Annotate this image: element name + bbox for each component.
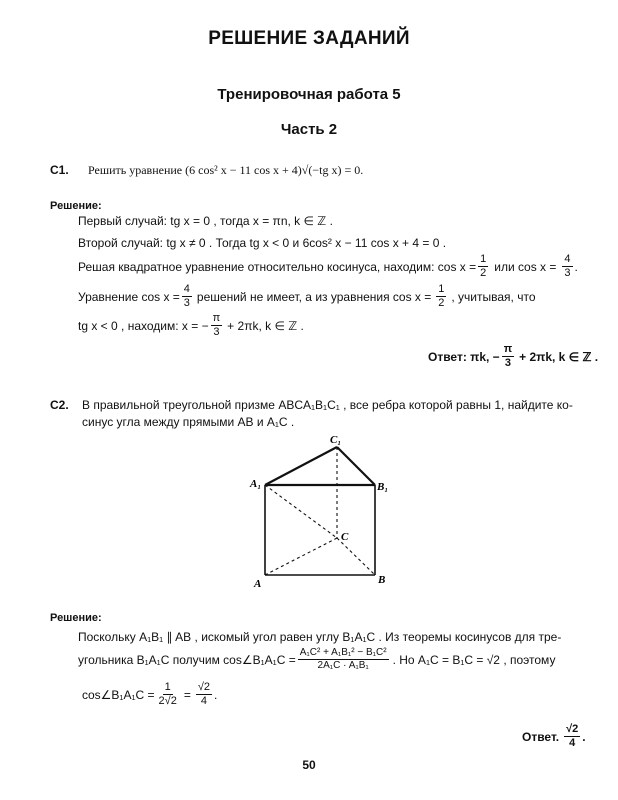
denominator: 3	[213, 326, 220, 338]
c1-answer-a: Ответ: πk, −	[428, 349, 500, 364]
numerator: A₁C² + A₁B₁² − B₁C²	[299, 647, 387, 658]
page-title: РЕШЕНИЕ ЗАДАНИЙ	[208, 28, 410, 49]
edge-c1b1	[337, 447, 375, 485]
c1-task: Решить уравнение (6 cos² x − 11 cos x + 4)√(−tg x) = 0.	[88, 163, 364, 177]
label-c1: C₁	[330, 434, 342, 446]
denominator: 2A₁C · A₁B₁	[317, 660, 369, 671]
numerator: √2	[197, 681, 210, 693]
fraction	[211, 313, 223, 338]
denominator: 2	[438, 297, 445, 309]
numerator: 4	[564, 253, 571, 265]
c2-line-2	[78, 648, 555, 671]
c1-line-5	[78, 313, 304, 338]
label-a: A	[254, 578, 262, 590]
c1-number: С1.	[50, 163, 69, 177]
numerator: 1	[480, 253, 487, 265]
c1-line-4a: Уравнение cos x =	[78, 289, 180, 304]
c2-line-1: Поскольку A₁B₁ ∥ AB , искомый угол равен углу B₁A₁C . Из теоремы косинусов для тре-	[78, 630, 562, 644]
fraction	[478, 254, 488, 279]
c1-line-4c: , учитывая, что	[451, 289, 536, 304]
edge-a1c1	[265, 447, 337, 485]
label-b: B	[378, 574, 386, 586]
fraction	[436, 284, 446, 309]
c2-line-2b: . Но A₁C = B₁C = √2 , поэтому	[392, 652, 556, 667]
denominator: 3	[183, 297, 190, 309]
part-title: Часть 2	[280, 121, 338, 138]
c1-line-3	[78, 254, 578, 279]
c1-line-3c: .	[574, 259, 578, 274]
fraction	[502, 344, 514, 369]
c1-line-4b: решений не имеет, а из уравнения cos x =	[196, 289, 432, 304]
denominator: 4	[200, 695, 207, 707]
denominator: 3	[564, 267, 571, 279]
c1-line-5a: tg x < 0 , находим: x = −	[78, 318, 209, 333]
edge-ac-hidden	[265, 538, 337, 575]
label-b1: B₁	[377, 481, 389, 493]
page-number: 50	[302, 758, 316, 772]
c2-answer-a: Ответ.	[522, 729, 560, 744]
denominator: 4	[569, 737, 576, 749]
c2-line-2a: угольника B₁A₁C получим cos∠B₁A₁C =	[78, 652, 296, 667]
segment-a1c	[265, 485, 337, 538]
prism-figure	[240, 430, 410, 595]
c1-line-4	[78, 284, 536, 309]
c2-line-3b: =	[183, 687, 191, 702]
c2-line-3	[82, 682, 217, 707]
c1-line-1: Первый случай: tg x = 0 , тогда x = πn, k ∈ ℤ .	[78, 214, 333, 228]
work-title: Тренировочная работа 5	[217, 86, 401, 103]
denominator: 3	[504, 357, 511, 369]
numerator: π	[503, 343, 513, 355]
c1-answer	[428, 344, 598, 369]
edge-cb-hidden	[337, 538, 375, 575]
fraction	[562, 254, 572, 279]
denominator: 2	[480, 267, 487, 279]
numerator: 1	[164, 681, 171, 693]
c2-solution-label: Решение:	[50, 612, 102, 624]
fraction	[196, 682, 212, 707]
c2-answer-b: .	[582, 729, 586, 744]
fraction	[564, 724, 580, 749]
c2-task-line-2: синус угла между прямыми AB и A₁C .	[82, 415, 295, 429]
c2-number: С2.	[50, 398, 69, 412]
c1-solution-label: Решение:	[50, 200, 102, 212]
c1-line-2: Второй случай: tg x ≠ 0 . Тогда tg x < 0 и 6cos² x − 11 cos x + 4 = 0 .	[78, 236, 447, 250]
numerator: 4	[183, 283, 190, 295]
c1-answer-b: + 2πk, k ∈ ℤ .	[519, 349, 599, 364]
fraction	[182, 284, 192, 309]
label-c: C	[341, 531, 349, 543]
c1-line-5b: + 2πk, k ∈ ℤ .	[227, 318, 304, 333]
label-a1: A₁	[250, 478, 262, 490]
numerator: 1	[438, 283, 445, 295]
c1-line-3a: Решая квадратное уравнение относительно косинуса, находим: cos x =	[78, 259, 477, 274]
c2-line-3c: .	[214, 687, 218, 702]
numerator: π	[212, 312, 221, 324]
c2-line-3a: cos∠B₁A₁C =	[82, 687, 155, 702]
numerator: √2	[566, 723, 579, 735]
fraction	[157, 682, 179, 707]
c2-answer	[522, 724, 586, 749]
fraction	[298, 648, 389, 671]
c2-task-line-1: В правильной треугольной призме ABCA₁B₁C₁ , все ребра которой равны 1, найдите ко-	[82, 398, 573, 412]
denominator: 2√2	[158, 695, 177, 707]
c1-line-3b: или cos x =	[494, 259, 557, 274]
